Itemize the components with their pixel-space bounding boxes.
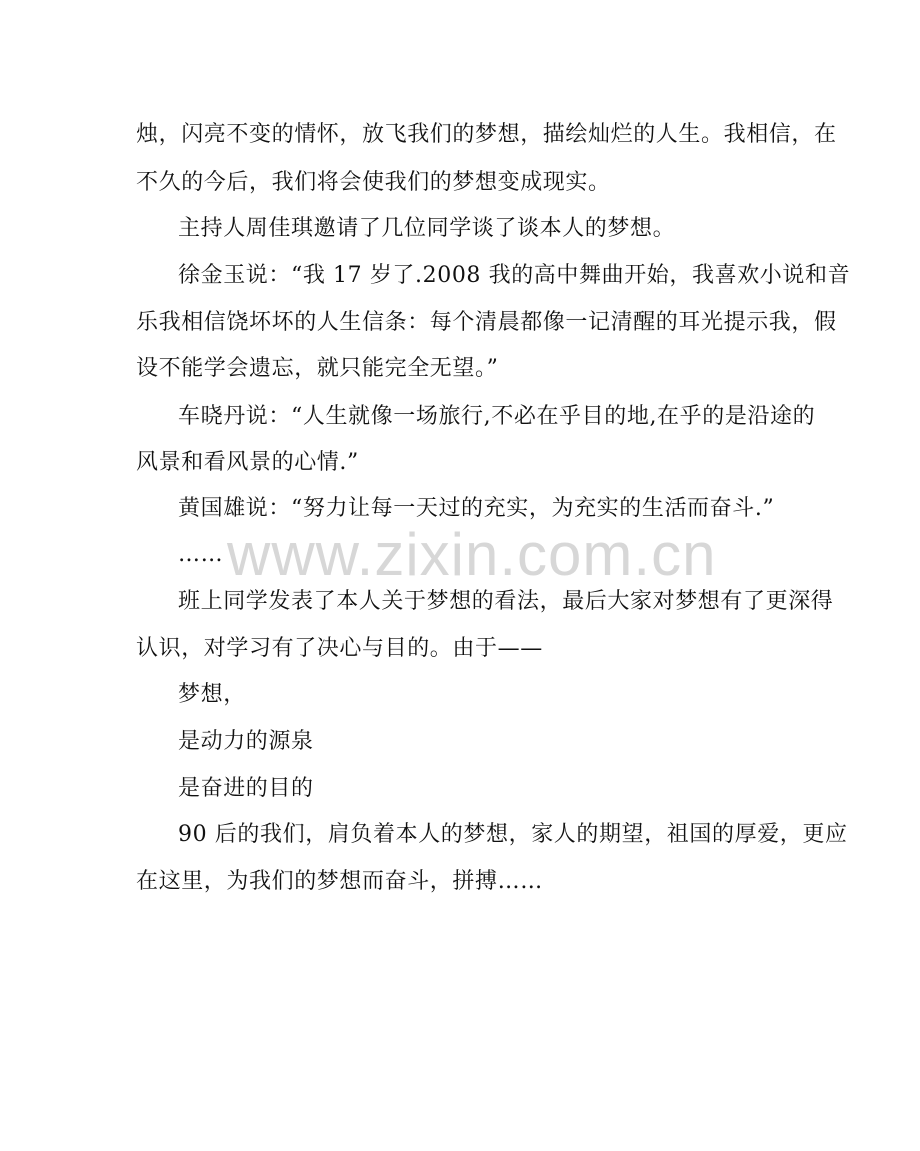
text-line: 认识，对学习有了决心与目的。由于—— bbox=[136, 636, 543, 661]
text-line: 车晓丹说：“人生就像一场旅行,不必在乎目的地,在乎的是沿途的 bbox=[178, 404, 816, 429]
text-line: 主持人周佳琪邀请了几位同学谈了谈本人的梦想。 bbox=[178, 216, 676, 241]
text-line: 风景和看风景的心情.” bbox=[136, 450, 359, 475]
text-line: 90 后的我们，肩负着本人的梦想，家人的期望，祖国的厚爱，更应 bbox=[178, 822, 848, 847]
text-line: 是奋进的目的 bbox=[178, 776, 314, 801]
watermark: www.zixin.com.cn bbox=[227, 521, 717, 588]
text-line: 徐金玉说：“我 17 岁了.2008 我的高中舞曲开始，我喜欢小说和音 bbox=[178, 263, 851, 288]
text-line: 是动力的源泉 bbox=[178, 729, 314, 754]
text-line: 乐我相信饶坏坏的人生信条：每个清晨都像一记清醒的耳光提示我，假 bbox=[136, 310, 837, 335]
text-line: 烛，闪亮不变的情怀，放飞我们的梦想，描绘灿烂的人生。我相信，在 bbox=[136, 122, 837, 147]
text-line: …… bbox=[178, 542, 224, 567]
text-line: 在这里，为我们的梦想而奋斗，拼搏…… bbox=[136, 869, 543, 894]
text-line: 不久的今后，我们将会使我们的梦想变成现实。 bbox=[136, 170, 611, 195]
text-line: 黄国雄说：“努力让每一天过的充实，为充实的生活而奋斗.” bbox=[178, 496, 775, 521]
text-line: 设不能学会遗忘，就只能完全无望。” bbox=[136, 356, 499, 381]
text-line: 梦想， bbox=[178, 682, 246, 707]
text-line: 班上同学发表了本人关于梦想的看法，最后大家对梦想有了更深得 bbox=[178, 589, 834, 614]
